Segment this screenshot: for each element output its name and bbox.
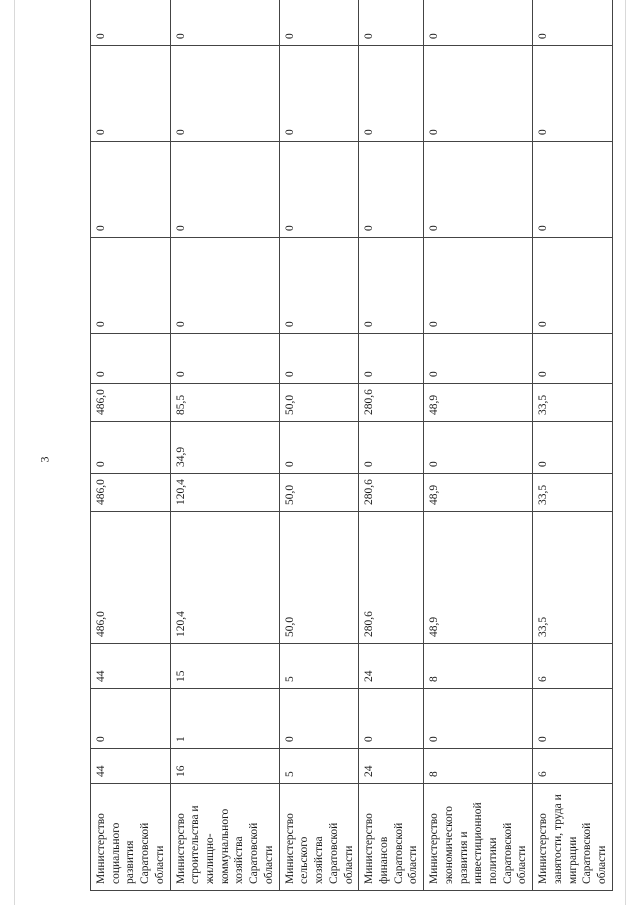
value-cell-c10: 0 [279,142,359,238]
value-cell-c10: 0 [170,142,279,238]
value-cell-c4: 48,9 [424,512,533,644]
value-cell-c7: 85,5 [170,384,279,422]
value-cell-c4: 280,6 [359,512,424,644]
value-cell-c12: 0 [91,0,171,46]
value-cell-c1: 44 [91,749,171,784]
value-cell-c4: 50,0 [279,512,359,644]
value-cell-c12: 0 [279,0,359,46]
value-cell-c11: 0 [359,46,424,142]
value-cell-c5: 50,0 [279,474,359,512]
value-cell-c2: 1 [170,689,279,749]
ministry-name-cell: Министерство социального развития Саратовской области [91,784,171,891]
ministry-name-cell: Министерство строительства и жилищно-коммунального хозяйства Саратовской области [170,784,279,891]
value-cell-c6: 0 [359,422,424,474]
ministry-name-cell: Министерство сельского хозяйства Саратовской области [279,784,359,891]
value-cell-c5: 33,5 [533,474,613,512]
value-cell-c2: 0 [91,689,171,749]
value-cell-c12: 0 [424,0,533,46]
value-cell-c1: 24 [359,749,424,784]
value-cell-c6: 0 [91,422,171,474]
value-cell-c2: 0 [533,689,613,749]
table-row [91,0,171,891]
table-row [279,0,359,891]
value-cell-c6: 0 [279,422,359,474]
value-cell-c9: 0 [424,238,533,334]
scan-edge-line [14,0,15,905]
value-cell-c2: 0 [424,689,533,749]
ministry-name-cell: Министерство занятости, труда и миграции Саратовской области [533,784,613,891]
scan-edge-line [625,0,626,905]
value-cell-c1: 8 [424,749,533,784]
value-cell-c8: 0 [279,334,359,384]
table-row [424,0,533,891]
value-cell-c12: 0 [359,0,424,46]
value-cell-c8: 0 [424,334,533,384]
ministry-name-cell: Министерство экономического развития и инвестиционной политики Саратовской области [424,784,533,891]
value-cell-c4: 120,4 [170,512,279,644]
value-cell-c7: 50,0 [279,384,359,422]
value-cell-c6: 0 [533,422,613,474]
value-cell-c8: 0 [359,334,424,384]
value-cell-c7: 280,6 [359,384,424,422]
data-table-container [90,18,608,891]
value-cell-c1: 5 [279,749,359,784]
value-cell-c3: 5 [279,644,359,689]
value-cell-c10: 0 [359,142,424,238]
table-row [359,0,424,891]
value-cell-c9: 0 [359,238,424,334]
value-cell-c9: 0 [170,238,279,334]
value-cell-c11: 0 [279,46,359,142]
value-cell-c4: 486,0 [91,512,171,644]
value-cell-c1: 6 [533,749,613,784]
value-cell-c7: 486,0 [91,384,171,422]
value-cell-c10: 0 [424,142,533,238]
value-cell-c5: 48,9 [424,474,533,512]
value-cell-c8: 0 [170,334,279,384]
value-cell-c11: 0 [170,46,279,142]
value-cell-c9: 0 [279,238,359,334]
value-cell-c3: 15 [170,644,279,689]
value-cell-c10: 0 [91,142,171,238]
value-cell-c3: 44 [91,644,171,689]
value-cell-c2: 0 [279,689,359,749]
value-cell-c6: 0 [424,422,533,474]
value-cell-c11: 0 [91,46,171,142]
value-cell-c9: 0 [533,238,613,334]
value-cell-c8: 0 [91,334,171,384]
value-cell-c12: 0 [533,0,613,46]
value-cell-c3: 6 [533,644,613,689]
value-cell-c2: 0 [359,689,424,749]
value-cell-c6: 34,9 [170,422,279,474]
value-cell-c5: 120,4 [170,474,279,512]
page-number: 3 [37,456,52,463]
value-cell-c7: 33,5 [533,384,613,422]
table-row [533,0,613,891]
value-cell-c5: 280,6 [359,474,424,512]
value-cell-c3: 24 [359,644,424,689]
table-row [170,0,279,891]
value-cell-c11: 0 [533,46,613,142]
value-cell-c11: 0 [424,46,533,142]
value-cell-c3: 8 [424,644,533,689]
value-cell-c4: 33,5 [533,512,613,644]
value-cell-c7: 48,9 [424,384,533,422]
value-cell-c9: 0 [91,238,171,334]
value-cell-c10: 0 [533,142,613,238]
value-cell-c12: 0 [170,0,279,46]
value-cell-c8: 0 [533,334,613,384]
value-cell-c1: 16 [170,749,279,784]
value-cell-c5: 486,0 [91,474,171,512]
ministry-name-cell: Министерство финансов Саратовской области [359,784,424,891]
data-table [90,0,613,891]
